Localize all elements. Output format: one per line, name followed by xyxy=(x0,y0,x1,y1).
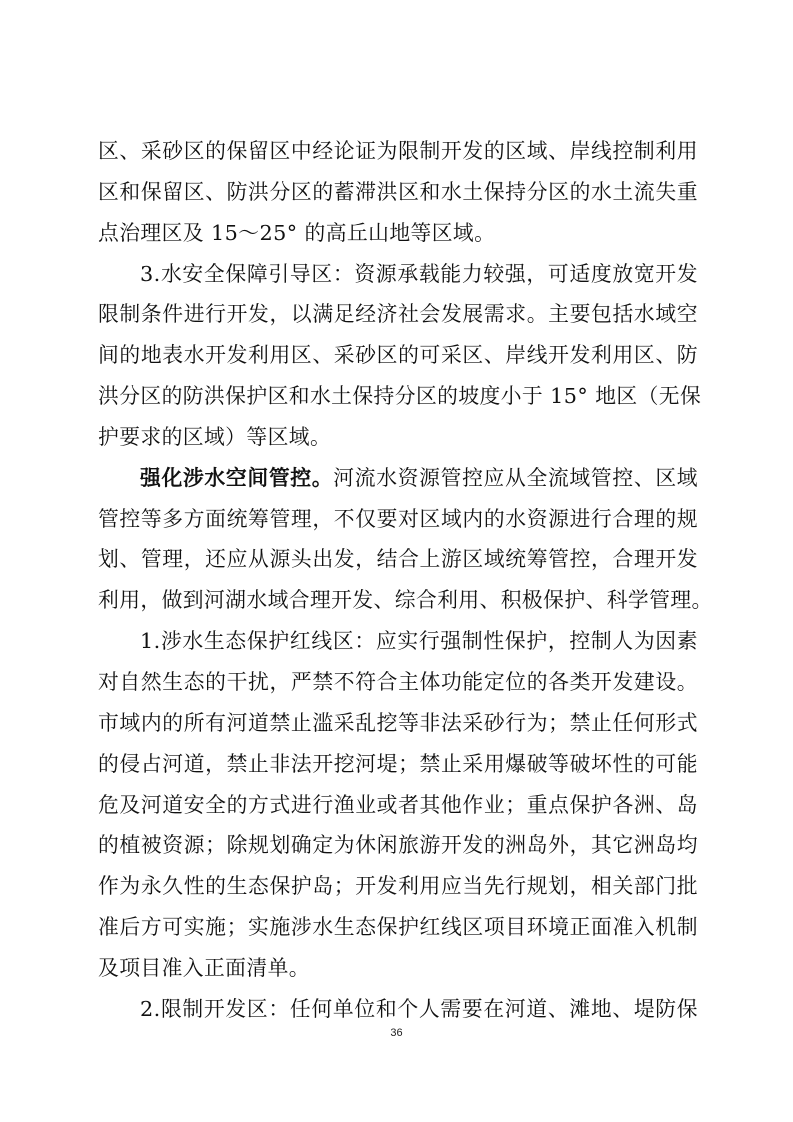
line-text: 限制条件进行开发，以满足经济社会发展需求。主要包括水域空 xyxy=(98,302,698,327)
line-text: 区、采砂区的保留区中经论证为限制开发的区域、岸线控制利用 xyxy=(98,139,698,163)
line-text: 的侵占河道，禁止非法开挖河堤；禁止采用爆破等破坏性的可能 xyxy=(98,751,698,776)
text-line xyxy=(98,580,713,621)
line-text: 及项目准入正面清单。 xyxy=(98,955,310,980)
line-text: 危及河道安全的方式进行渔业或者其他作业；重点保护各洲、岛 xyxy=(98,792,698,817)
text-line xyxy=(98,172,698,213)
line-text: 划、管理，还应从源头出发，结合上游区域统筹管控，合理开发 xyxy=(98,547,698,572)
line-text: 点治理区及 15～25° 的高丘山地等区域。 xyxy=(98,220,496,245)
line-text: 对自然生态的干扰，严禁不符合主体功能定位的各类开发建设。 xyxy=(98,669,698,694)
line-text: 3.水安全保障引导区：资源承载能力较强，可适度放宽开发 xyxy=(140,261,698,286)
text-line xyxy=(98,539,698,580)
text-line xyxy=(98,621,698,662)
text-line xyxy=(98,335,698,376)
text-line xyxy=(98,499,698,540)
line-text: 准后方可实施；实施涉水生态保护红线区项目环境正面准入机制 xyxy=(98,915,698,940)
text-line xyxy=(98,907,698,948)
text-line xyxy=(98,376,702,417)
line-text: 的植被资源；除规划确定为休闲旅游开发的洲岛外，其它洲岛均 xyxy=(98,833,698,858)
text-line xyxy=(98,213,698,254)
line-text: 市域内的所有河道禁止滥采乱挖等非法采砂行为；禁止任何形式 xyxy=(98,710,698,735)
text-line xyxy=(98,785,698,826)
line-text: 1.涉水生态保护红线区：应实行强制性保护，控制人为因素 xyxy=(140,629,698,654)
text-line xyxy=(98,294,698,335)
text-line xyxy=(98,417,698,458)
text-line xyxy=(98,662,698,703)
text-line xyxy=(98,131,698,172)
body-text xyxy=(98,131,713,1030)
line-text: 2.限制开发区：任何单位和个人需要在河道、滩地、堤防保 xyxy=(140,996,698,1021)
line-text: 利用，做到河湖水域合理开发、综合利用、积极保护、科学管理。 xyxy=(98,588,713,613)
line-text: 管控等多方面统筹管理，不仅要对区域内的水资源进行合理的规 xyxy=(98,506,698,531)
bold-heading: 强化涉水空间管控。 xyxy=(140,465,334,490)
text-line xyxy=(98,866,698,907)
text-line xyxy=(98,948,698,989)
text-line xyxy=(98,703,698,744)
text-line xyxy=(98,989,698,1030)
line-text: 作为永久性的生态保护岛；开发利用应当先行规划，相关部门批 xyxy=(98,874,698,899)
text-line xyxy=(98,458,698,499)
line-text: 间的地表水开发利用区、采砂区的可采区、岸线开发利用区、防 xyxy=(98,343,698,368)
line-text: 河流水资源管控应从全流域管控、区域 xyxy=(333,465,698,490)
page-number: 36 xyxy=(390,1027,403,1039)
text-line xyxy=(98,744,698,785)
line-text: 区和保留区、防洪分区的蓄滞洪区和水土保持分区的水土流失重 xyxy=(98,179,698,204)
line-text: 洪分区的防洪保护区和水土保持分区的坡度小于 15° 地区（无保 xyxy=(98,384,702,409)
text-line xyxy=(98,825,698,866)
text-line xyxy=(98,254,698,295)
line-text: 护要求的区域）等区域。 xyxy=(98,424,332,449)
